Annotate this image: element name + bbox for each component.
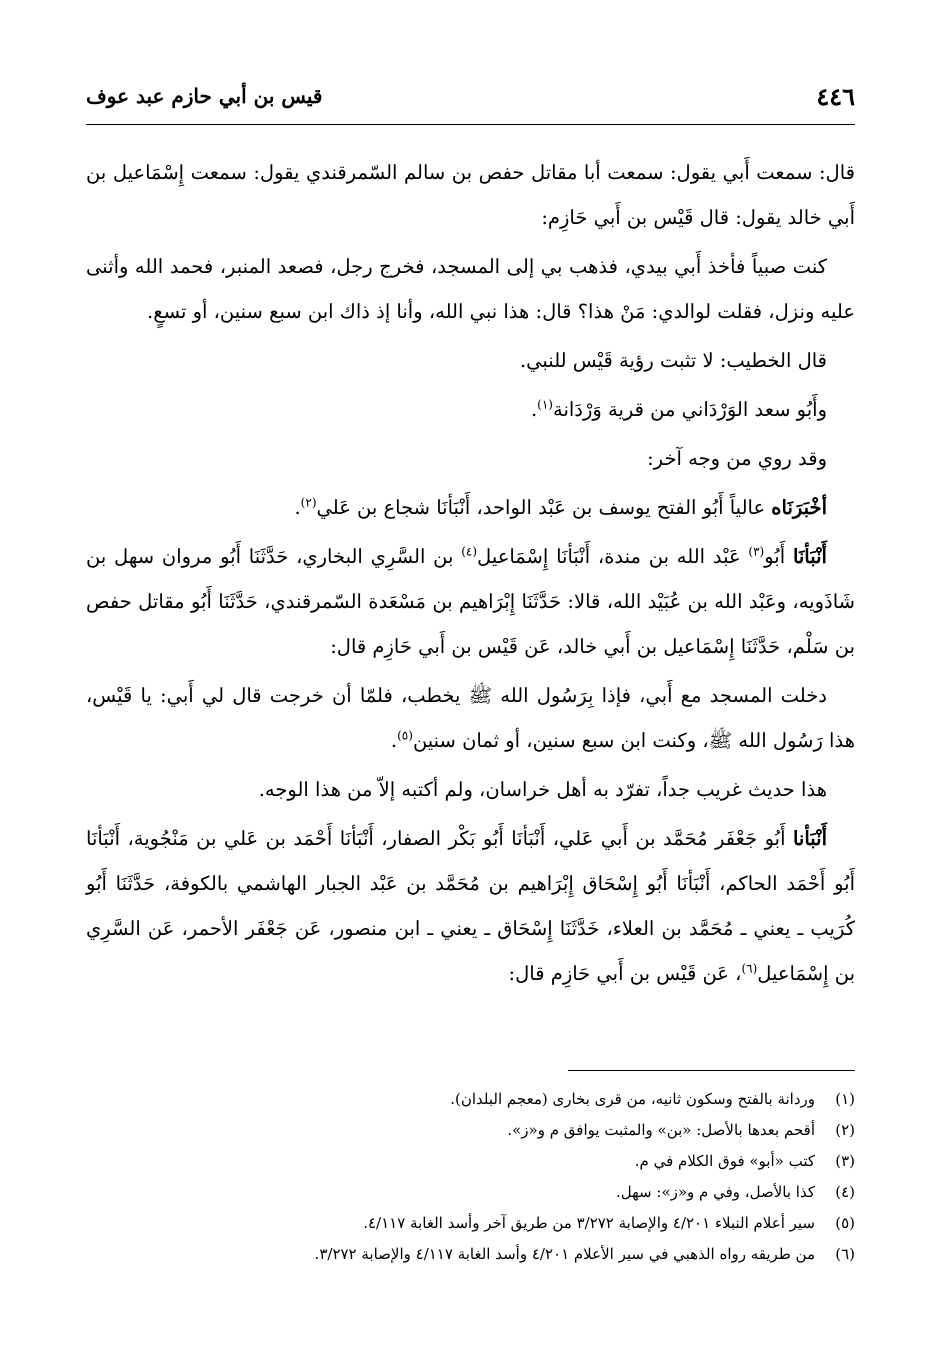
paragraph-text: هذا حديث غريب جداً، تفرّد به أهل خراسان، ولم أكتبه إلاّ من هذا الوجه.	[258, 778, 827, 801]
paragraph-text: عَبْد الله بن مندة، أَنْبَأنَا إِسْمَاعيل	[477, 545, 749, 568]
footnote	[86, 1084, 855, 1115]
paragraph-text: بن السَّرِي البخاري، حَدَّثَنَا أَبُو مروان سهل بن شَاذَويه، وعَبْد الله بن عُبَيْد الله، قالا: حَدَّثَنَا إِبْرَاهيم بن مَسْعَدة السّمرقندي، حَدَّثَنَا أَبُو مقاتل حفص بن سَلْم، حَدَّثَنَا إِسْمَاعيل بن أَبي خالد، عَن قَيْس بن أَبي حَازِم قال:	[86, 545, 855, 658]
paragraph-text: وأَبُو سعد الوَرْدَاني من قرية وَرْدَانة	[552, 398, 827, 421]
running-title: قيس بن أبي حازم عبد عوف	[86, 84, 323, 108]
footnote	[86, 1208, 855, 1239]
paragraph	[86, 150, 855, 240]
footnote	[86, 1115, 855, 1146]
paragraph-text: قال: سمعت أَبي يقول: سمعت أبا مقاتل حفص بن سالم السّمرقندي يقول: سمعت إِسْمَاعيل بن أَبي خالد يقول: قال قَيْس بن أَبي حَازِم:	[86, 161, 855, 229]
paragraph-text: كنت صبياً فأخذ أَبي بيدي، فذهب بي إلى المسجد، فخرج رجل، فصعد المنبر، فحمد الله وأثنى عليه ونزل، فقلت لوالدي: مَنْ هذا؟ قال: هذا نبي الله، وأنا إذ ذاك ابن سبع سنين، أو تسعٍ.	[86, 255, 855, 323]
footnote-ref: (٦)	[741, 961, 758, 976]
footnote-number: (١)	[835, 1090, 855, 1108]
header-divider	[86, 124, 855, 125]
footnote-ref: (٤)	[461, 544, 478, 559]
footnote	[86, 1177, 855, 1208]
footnote-text: كذا بالأصل، وفي م و«ز»: سهل.	[616, 1183, 815, 1201]
paragraph	[86, 816, 855, 996]
paragraph-text: قال الخطيب: لا تثبت رؤية قَيْس للنبي.	[519, 349, 827, 372]
footnote-text: أقحم بعدها بالأصل: «بن» والمثبت يوافق م و«ز».	[507, 1121, 815, 1139]
paragraph	[86, 338, 855, 383]
footnote	[86, 1239, 855, 1270]
page-number: ٤٤٦	[816, 82, 855, 111]
footnote	[86, 1146, 855, 1177]
footnote-text: من طريقه رواه الذهبي في سير الأعلام ٤/٢٠١ وأسد الغابة ٤/١١٧ والإصابة ٣/٢٧٢.	[314, 1245, 815, 1263]
footnote-ref: (٣)	[748, 544, 765, 559]
paragraph-text: .	[294, 496, 301, 519]
paragraph	[86, 534, 855, 669]
paragraph-text: أَبُو جَعْفَر مُحَمَّد بن أَبي عَلي، أَنْبَأنَا أَبُو بَكْر الصفار، أَنْبَأنَا أَحْمَد بن عَلي بن مَنْجُوية، أَنْبَأنَا أَبُو أَحْمَد الحاكم، أَنْبَأنَا أَبُو إِسْحَاق إِبْرَاهيم بن مُحَمَّد بن عَبْد الجبار الهاشمي بالكوفة، حَدَّثَنَا أَبُو كُرَيب ـ يعني ـ مُحَمَّد بن العلاء، خَدَّثَنَا إِسْحَاق ـ يعني ـ ابن منصور، عَن جَعْفَر الأحمر، عَن السَّرِي بن إِسْمَاعيل	[86, 827, 855, 985]
footnote-text: كتب «أبو» فوق الكلام في م.	[634, 1152, 815, 1170]
paragraph-text: .	[390, 729, 398, 752]
footnotes	[86, 1084, 855, 1270]
paragraph-text: وقد روي من وجه آخر:	[647, 447, 827, 470]
paragraph	[86, 244, 855, 334]
paragraph	[86, 673, 855, 763]
isnad-keyword: أخْبَرَنَاه	[771, 496, 827, 519]
paragraph-text: دخلت المسجد مع أَبي، فإذا بِرَسُول الله ﷺ يخطب، فلمّا أن خرجت قال لي أَبي: يا قَيْس، هذا رَسُول الله ﷺ، وكنت ابن سبع سنين، أو ثمان سنين	[86, 684, 855, 752]
paragraph-text: أَبُو	[764, 545, 793, 568]
footnote-ref: (٥)	[397, 728, 413, 743]
paragraph-text: عالياً أَبُو الفتح يوسف بن عَبْد الواحد، أَنْبَأنَا شجاع بن عَلي	[316, 496, 772, 519]
footnote-divider	[568, 1070, 855, 1071]
isnad-keyword: أَنْبَأنا	[792, 827, 827, 850]
paragraph	[86, 767, 855, 812]
paragraph-text: ، عَن قَيْس بن أَبي حَازِم قال:	[508, 962, 742, 985]
footnote-number: (٦)	[835, 1245, 855, 1263]
paragraph	[86, 436, 855, 481]
running-header	[86, 82, 855, 122]
paragraph	[86, 485, 855, 530]
footnote-ref: (١)	[537, 397, 553, 412]
footnote-number: (٥)	[835, 1214, 855, 1232]
footnote-text: وردانة بالفتح وسكون ثانيه، من قرى بخارى (معجم البلدان).	[450, 1090, 815, 1108]
main-text	[86, 150, 855, 1000]
isnad-keyword: أَنْبَأنَا	[792, 545, 827, 568]
footnote-number: (٣)	[835, 1152, 855, 1170]
paragraph	[86, 387, 855, 432]
footnote-number: (٤)	[835, 1183, 855, 1201]
paragraph-text: .	[530, 398, 538, 421]
footnote-ref: (٢)	[300, 495, 317, 510]
footnote-number: (٢)	[835, 1121, 855, 1139]
footnote-text: سير أعلام النبلاء ٤/٢٠١ والإصابة ٣/٢٧٢ من طريق آخر وأسد الغابة ٤/١١٧.	[363, 1214, 815, 1232]
